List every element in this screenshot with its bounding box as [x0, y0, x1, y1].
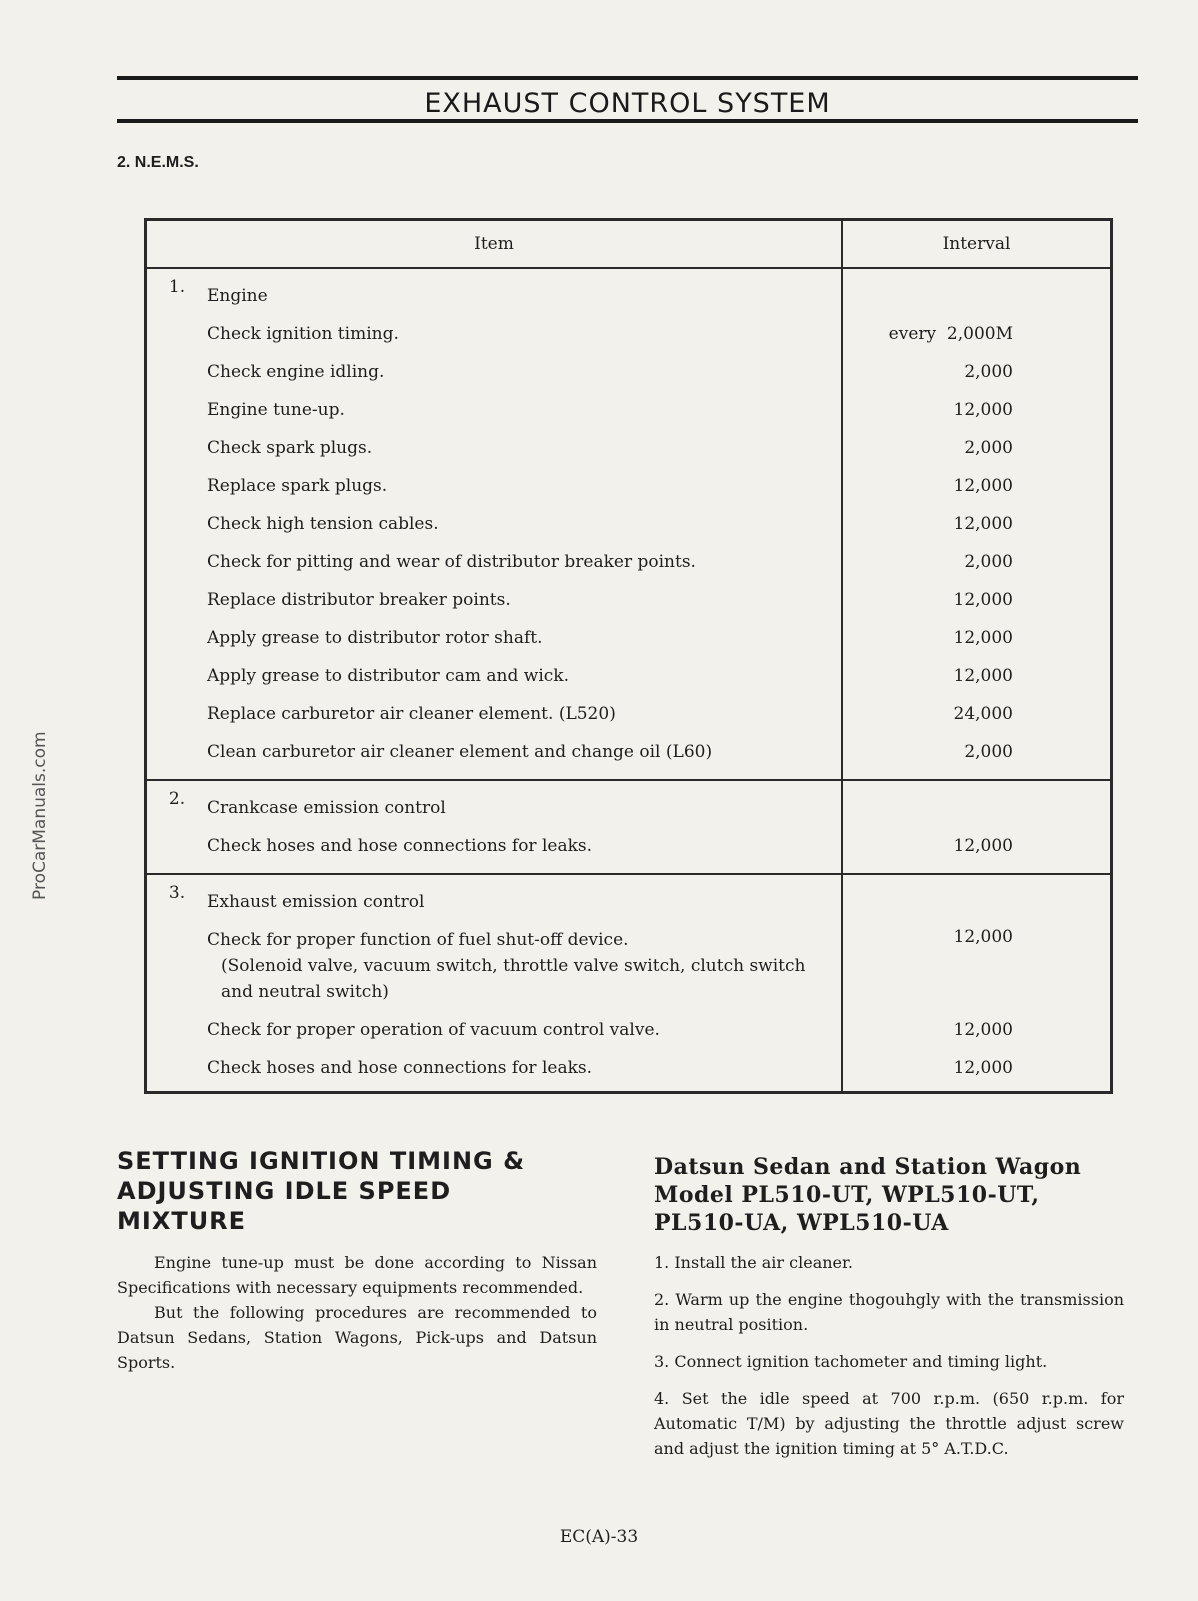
section-title: Crankcase emission control	[207, 780, 842, 827]
section-number: 3.	[168, 883, 186, 903]
heading-line: PL510-UA, WPL510-UA	[654, 1210, 949, 1236]
table-row	[146, 1011, 1112, 1049]
interval-cell: 12,000	[842, 827, 1112, 874]
heading-line: SETTING IGNITION TIMING &	[117, 1147, 526, 1175]
table-row	[146, 581, 1112, 619]
table-row	[146, 505, 1112, 543]
item-cell: Check hoses and hose connections for leaks.	[207, 1049, 842, 1093]
heading-line: Datsun Sedan and Station Wagon	[654, 1154, 1082, 1180]
page-title: EXHAUST CONTROL SYSTEM	[424, 88, 831, 119]
interval-cell: 2,000	[964, 362, 1013, 382]
interval-cell: 12,000	[953, 476, 1013, 496]
right-heading	[654, 1153, 1124, 1237]
item-cell: Check engine idling.	[207, 353, 842, 391]
section-title: Exhaust emission control	[207, 874, 842, 921]
table-row	[146, 619, 1112, 657]
interval-cell: 24,000	[953, 704, 1013, 724]
item-cell: Clean carburetor air cleaner element and change oil (L60)	[207, 733, 842, 780]
column-header-item: Item	[146, 220, 843, 269]
section-row	[146, 874, 1112, 921]
item-note: (Solenoid valve, vacuum switch, throttle valve switch, clutch switch and neutral switch)	[221, 956, 806, 1002]
maintenance-schedule-table	[144, 218, 1113, 1094]
table-row	[146, 1049, 1112, 1093]
section-title: Engine	[207, 268, 842, 315]
table-row	[146, 543, 1112, 581]
step-2: 2. Warm up the engine thogouhgly with the transmission in neutral position.	[654, 1290, 1124, 1334]
item-cell: Check high tension cables.	[207, 505, 842, 543]
table-row	[146, 695, 1112, 733]
interval-cell: 12,000	[953, 1020, 1013, 1040]
item-text: Check for proper function of fuel shut-off device.	[207, 930, 629, 950]
heading-line: Model PL510-UT, WPL510-UT,	[654, 1182, 1040, 1208]
table-row	[146, 391, 1112, 429]
page-number: EC(A)-33	[559, 1527, 639, 1547]
item-cell: Replace spark plugs.	[207, 467, 842, 505]
section-number: 1.	[168, 277, 186, 297]
interval-cell: 12,000	[953, 628, 1013, 648]
item-cell: Engine tune-up.	[207, 391, 842, 429]
section-label: 2. N.E.M.S.	[117, 154, 199, 171]
interval-cell: 2,000	[964, 438, 1013, 458]
column-header-interval: Interval	[842, 220, 1112, 269]
step-3: 3. Connect ignition tachometer and timing light.	[654, 1352, 1048, 1371]
interval-cell: 2,000	[964, 552, 1013, 572]
section-number: 2.	[168, 789, 186, 809]
interval-cell: 12,000	[953, 514, 1013, 534]
item-cell: Replace distributor breaker points.	[207, 581, 842, 619]
title-rule-bottom	[117, 119, 1138, 123]
item-cell: Check for pitting and wear of distributor breaker points.	[207, 543, 842, 581]
table-row	[146, 429, 1112, 467]
table-row	[146, 657, 1112, 695]
step-1: 1. Install the air cleaner.	[654, 1253, 853, 1272]
table-row	[146, 733, 1112, 780]
item-cell	[207, 921, 842, 1011]
table-row	[146, 315, 1112, 353]
step-4: 4. Set the idle speed at 700 r.p.m. (650 r.p.m. for Automatic T/M) by adjusting the throttle adjust screw and adjust the ignition timing at 5° A.T.D.C.	[654, 1389, 1124, 1458]
watermark: ProCarManuals.com	[30, 731, 50, 900]
table-row	[146, 467, 1112, 505]
interval-cell: 12,000	[953, 927, 1013, 947]
item-cell: Check for proper operation of vacuum control valve.	[207, 1011, 842, 1049]
table-row	[146, 827, 1112, 874]
interval-cell: every 2,000M	[888, 324, 1013, 344]
item-cell: Apply grease to distributor cam and wick.	[207, 657, 842, 695]
table-row	[146, 353, 1112, 391]
item-cell: Apply grease to distributor rotor shaft.	[207, 619, 842, 657]
interval-cell: 12,000	[953, 666, 1013, 686]
section-row	[146, 268, 1112, 315]
heading-line: ADJUSTING IDLE SPEED	[117, 1177, 452, 1205]
item-cell: Replace carburetor air cleaner element. (L520)	[207, 695, 842, 733]
item-cell: Check spark plugs.	[207, 429, 842, 467]
left-body	[117, 1250, 597, 1375]
paragraph: But the following procedures are recommended to Datsun Sedans, Station Wagons, Pick-ups and Datsun Sports.	[117, 1303, 597, 1372]
title-rule-top	[117, 76, 1138, 80]
section-row	[146, 780, 1112, 827]
interval-cell: 2,000	[842, 733, 1112, 780]
table-row	[146, 921, 1112, 1011]
interval-cell: 12,000	[953, 590, 1013, 610]
interval-cell: 12,000	[953, 1058, 1013, 1078]
left-heading	[117, 1146, 587, 1236]
item-cell: Check hoses and hose connections for leaks.	[207, 827, 842, 874]
item-cell: Check ignition timing.	[207, 315, 842, 353]
heading-line: MIXTURE	[117, 1207, 247, 1235]
paragraph: Engine tune-up must be done according to Nissan Specifications with necessary equipments recommended.	[117, 1253, 597, 1297]
procedure-steps	[654, 1250, 1124, 1473]
interval-cell: 12,000	[953, 400, 1013, 420]
